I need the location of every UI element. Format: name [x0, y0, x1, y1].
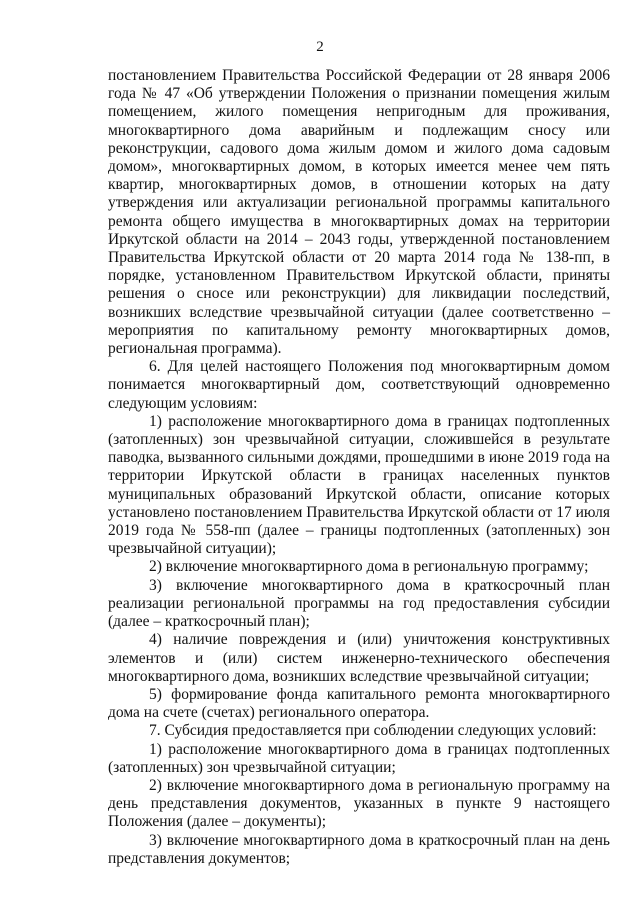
paragraph-item-7: 7. Субсидия предоставляется при соблюдении следующих условий:: [149, 722, 597, 740]
paragraph-7-condition-1: 1) расположение многоквартирного дома в границах подтопленных (затопленных) зон чрезвычайной ситуации;: [108, 740, 610, 776]
paragraph-6-condition-1: 1) расположение многоквартирного дома в границах подтопленных (затопленных) зон чрезвычайной ситуации, сложившейся в результате паводка, вызванного сильными дождями, прошедшими в июне 2019 года на территории Иркутской области в границах населенных пунктов муниципальных образований Иркутской области, описание которых установлено постановлением Правительства Иркутской области от 17 июля 2019 года № 558-пп (далее – границы подтопленных (затопленных) зон чрезвычайной ситуации);: [108, 412, 610, 558]
paragraph-6-condition-3: 3) включение многоквартирного дома в краткосрочный план реализации региональной программы на год предоставления субсидии (далее – краткосрочный план);: [108, 576, 610, 631]
page-number: 2: [316, 39, 324, 55]
paragraph-6-condition-5: 5) формирование фонда капитального ремонта многоквартирного дома на счете (счетах) регионального оператора.: [108, 685, 610, 722]
paragraph-7-condition-3: 3) включение многоквартирного дома в краткосрочный план на день представления документов;: [108, 831, 610, 867]
paragraph-6-condition-4: 4) наличие повреждения и (или) уничтожения конструктивных элементов и (или) систем инженерно-технического обеспечения многоквартирного дома, возникших вследствие чрезвычайной ситуации;: [108, 631, 610, 685]
paragraph-6-condition-2: 2) включение многоквартирного дома в региональную программу;: [149, 558, 589, 576]
paragraph-7-condition-2: 2) включение многоквартирного дома в региональную программу на день представления документов, указанных в пункте 9 настоящего Положения (далее – документы);: [108, 776, 610, 831]
document-body: [108, 67, 610, 868]
paragraph-continuation: постановлением Правительства Российской Федерации от 28 января 2006 года № 47 «Об утверждении Положения о признании помещения жилым помещением, жилого помещения непригодным для проживания, многоквартирного дома аварийным и подлежащим сносу или реконструкции, садового дома жилым домом и жилого дома садовым домом», многоквартирных домом, в которых имеется менее чем пять квартир, многоквартирных домов, в отношении которых на дату утверждения или актуализации региональной программы капитального ремонта общего имущества в многоквартирных домах на территории Иркутской области на 2014 – 2043 годы, утвержденной постановлением Правительства Иркутской области от 20 марта 2014 года № 138-пп, в порядке, установленном Правительством Иркутской области, приняты решения о сносе или реконструкции) для ликвидации последствий, возникших вследствие чрезвычайной ситуации (далее соответственно – мероприятия по капитальному ремонту многоквартирных домов, региональная программа).: [108, 67, 610, 358]
paragraph-item-6: 6. Для целей настоящего Положения под многоквартирным домом понимается многоквартирный дом, соответствующий одновременно следующим условиям:: [108, 358, 610, 412]
